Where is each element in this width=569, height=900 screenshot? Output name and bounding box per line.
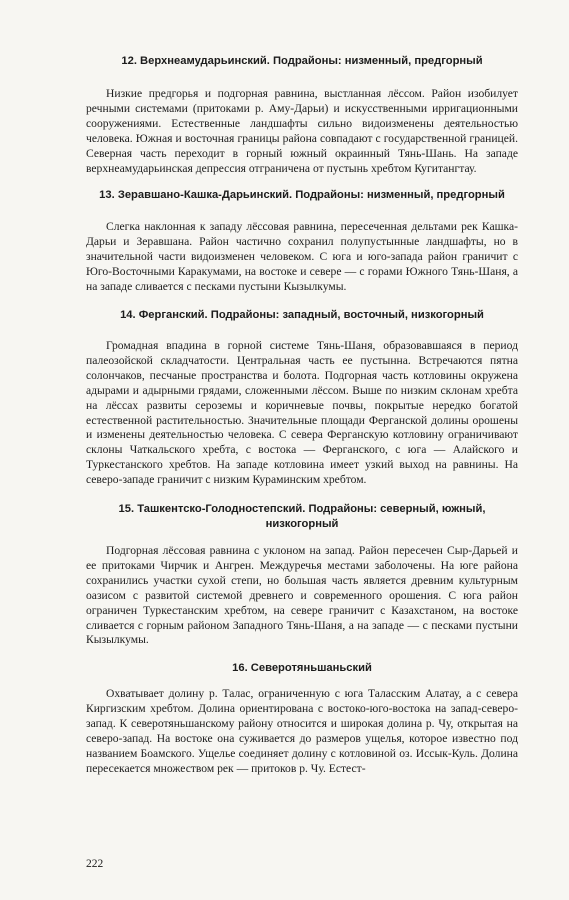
section-16-heading: 16. Северотяньшаньский xyxy=(232,662,372,675)
section-14-text: Громадная впадина в горной системе Тянь-Шаня, образовавшаяся в период палеозойской складчатости. Центральная часть ее пустынна. Встречаются пятна солончаков, песчаные пространства и болота. Подгорная часть котловины окружена адырами и адырными грядами, сложенными лёссом. Выше по низким склонам хребта на лёссах развиты сероземы и коричневые почвы, покрытые нередко богатой естественной растительностью. Значительные площади Ферганской долины орошены и изменены деятельностью человека. С севера Ферганскую котловину ограничивают склоны Чаткальского хребта, с востока — Ферганского, с юга — Алайского и Туркестанского хребтов. На западе котловина имеет узкий выход на равнины. На северо-западе граничит с низким Кураминским хребтом. xyxy=(86,338,518,487)
section-16-text: Охватывает долину р. Талас, ограниченную с юга Таласским Алатау, а с севера Киргизским хребтом. Долина ориентирована с востоко-юго-востока на запад-северо-запад. К северотяньшанскому району относится и широкая долина р. Чу, открытая на северо-запад. На востоке она суживается до размеров ущелья, которое известно под названием Боамского. Ущелье соединяет долину с котловиной оз. Иссык-Куль. Долина пересекается множеством рек — притоков р. Чу. Естест- xyxy=(86,687,518,775)
section-12-text: Низкие предгорья и подгорная равнина, выстланная лёссом. Район изобилует речными системами (притоками р. Аму-Дарьи) и искусственными ирригационными сооружениями. Естественные ландшафты сильно видоизменены деятельностью человека. Южная и восточная границы района совпадают с государственной границей. Северная часть переходит в горный южный окраинный Тянь-Шань. На западе верхнеамударьинская депрессия отграничена от пустынь хребтом Кугитангтау. xyxy=(86,87,518,175)
section-15-heading: 15. Ташкентско-Голодностепский. Подрайоны: северный, южный, низкогорный xyxy=(118,503,486,531)
page-body xyxy=(86,44,518,777)
section-14-heading: 14. Ферганский. Подрайоны: западный, восточный, низкогорный xyxy=(120,308,484,321)
section-12-heading: 12. Верхнеамударьинский. Подрайоны: низменный, предгорный xyxy=(121,55,483,67)
section-13-heading: 13. Зеравшано-Кашка-Дарьинский. Подрайоны: низменный, предгорный xyxy=(99,189,505,202)
section-15-text: Подгорная лёссовая равнина с уклоном на запад. Район пересечен Сыр-Дарьей и ее притоками Чирчик и Ангрен. Междуречья местами заболочены. На юге района сохранились участки сухой степи, но большая часть является древним культурным оазисом с развитой системой древнего и современного орошения. С юга район ограничен Туркестанским хребтом, на севере граничит с Казахстаном, на востоке сливается с горным районом Западного Тянь-Шаня, а на западе — с песками пустыни Кызылкумы. xyxy=(86,544,518,647)
section-13-text: Слегка наклонная к западу лёссовая равнина, пересеченная дельтами рек Кашка-Дарьи и Зеравшана. Район частично сохранил полупустынные ландшафты, но в значительной части видоизменен человеком. С юга и юго-запада район граничит с Юго-Восточными Каракумами, на востоке и севере — с горами Южного Тянь-Шаня, а на западе сливается с песками пустыни Кызылкумы. xyxy=(86,220,518,294)
page-number: 222 xyxy=(86,858,104,870)
